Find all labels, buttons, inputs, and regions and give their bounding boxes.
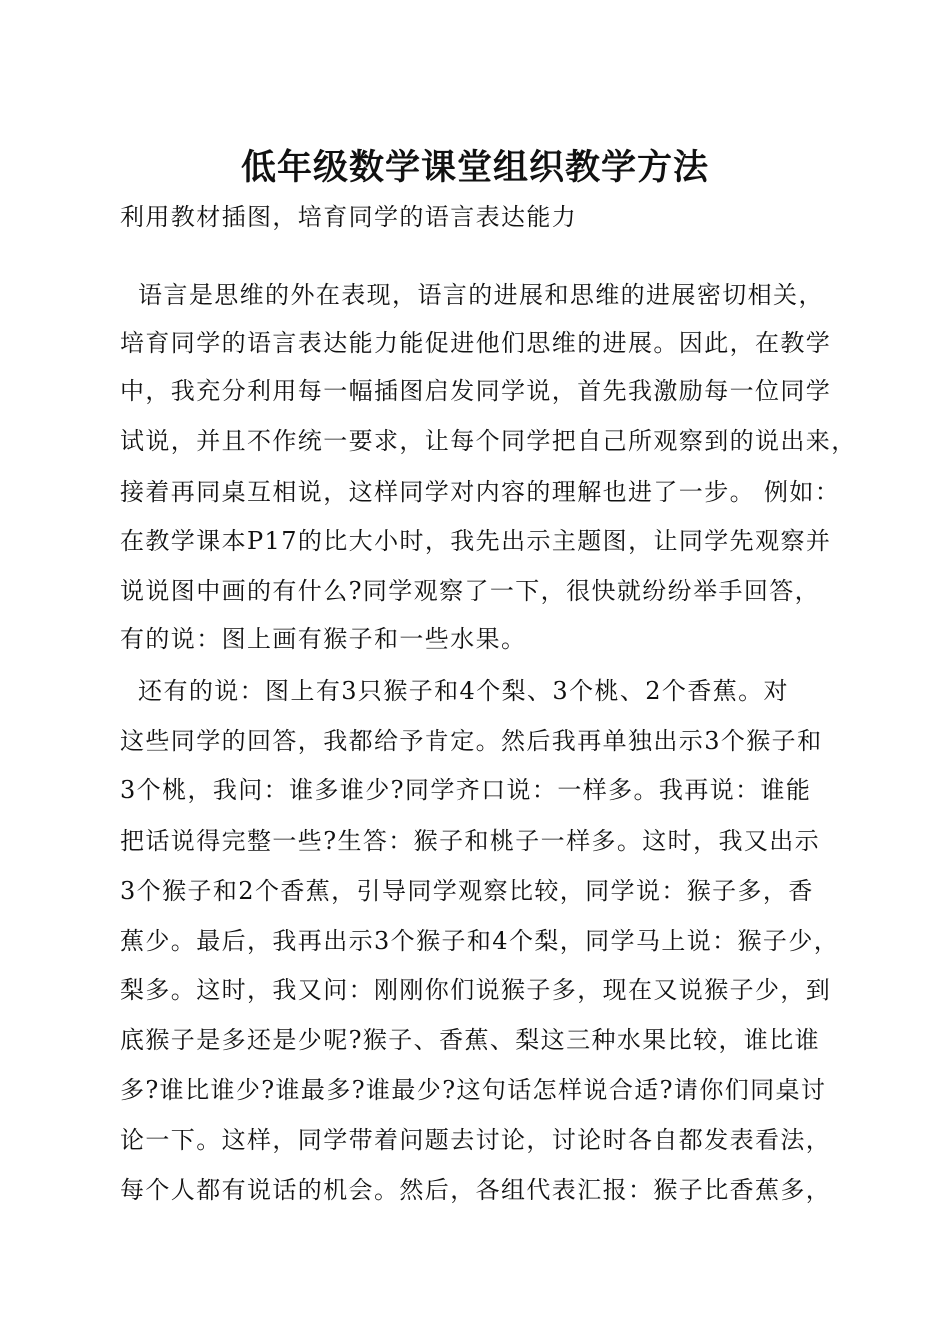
body-line: 有的说：图上画有猴子和一些水果。 [120,625,527,653]
body-line: 培育同学的语言表达能力能促进他们思维的进展。因此，在教学 [120,329,832,357]
body-line: 每个人都有说话的机会。然后，各组代表汇报：猴子比香蕉多， [120,1176,832,1204]
document-title: 低年级数学课堂组织教学方法 [240,148,709,188]
body-line: 在教学课本P17的比大小时，我先出示主题图，让同学先观察并 [120,527,832,555]
body-line: 3个桃，我问：谁多谁少?同学齐口说：一样多。我再说：谁能 [120,776,812,804]
body-line: 底猴子是多还是少呢?猴子、香蕉、梨这三种水果比较，谁比谁 [120,1026,821,1054]
body-line: 蕉少。最后，我再出示3个猴子和4个梨，同学马上说：猴子少， [120,927,840,955]
body-line: 论一下。这样，同学带着问题去讨论，讨论时各自都发表看法， [120,1126,832,1154]
body-line: 这些同学的回答，我都给予肯定。然后我再单独出示3个猴子和 [120,727,823,755]
body-line: 多?谁比谁少?谁最多?谁最少?这句话怎样说合适?请你们同桌讨 [120,1076,827,1104]
body-line: 语言是思维的外在表现，语言的进展和思维的进展密切相关， [120,281,824,309]
body-line: 试说，并且不作统一要求，让每个同学把自己所观察到的说出来， [120,427,857,455]
body-line: 接着再同桌互相说，这样同学对内容的理解也进了一步。 例如： [120,478,841,506]
body-line: 利用教材插图，培育同学的语言表达能力 [120,203,578,231]
body-line: 说说图中画的有什么?同学观察了一下，很快就纷纷举手回答， [120,577,821,605]
body-line: 把话说得完整一些?生答：猴子和桃子一样多。这时，我又出示 [120,827,821,855]
body-line: 梨多。这时，我又问：刚刚你们说猴子多，现在又说猴子少，到 [120,976,832,1004]
body-line: 3个猴子和2个香蕉，引导同学观察比较，同学说：猴子多，香 [120,877,814,905]
body-line: 还有的说：图上有3只猴子和4个梨、3个桃、2个香蕉。对 [120,677,789,705]
body-line: 中，我充分利用每一幅插图启发同学说，首先我激励每一位同学 [120,377,832,405]
